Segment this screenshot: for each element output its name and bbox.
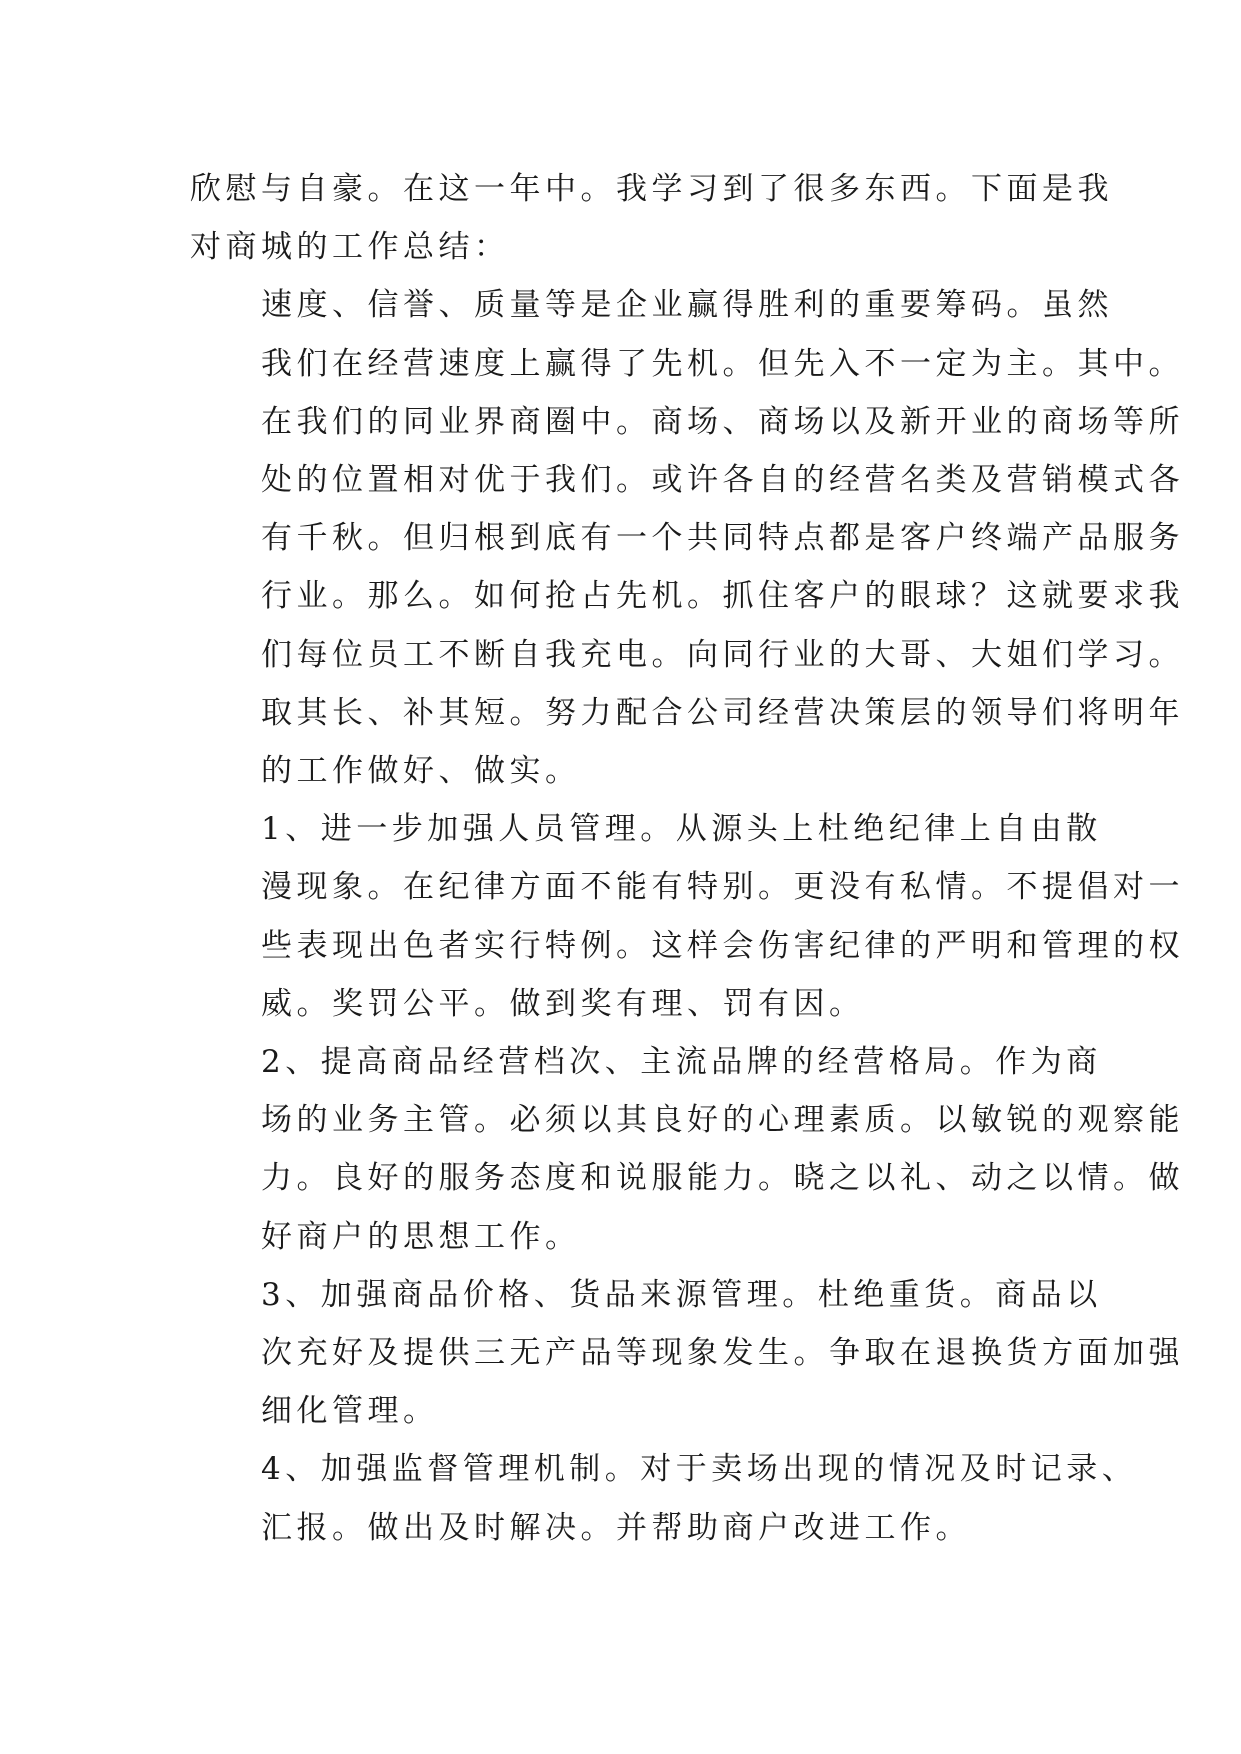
text-line: 在我们的同业界商圈中。商场、商场以及新开业的商场等所 bbox=[261, 403, 1184, 440]
text-line: 我们在经营速度上赢得了先机。但先入不一定为主。其中。 bbox=[261, 345, 1184, 382]
text-line: 对商城的工作总结： bbox=[190, 229, 510, 266]
text-line: 好商户的思想工作。 bbox=[261, 1218, 581, 1255]
text-line: 欣慰与自豪。在这一年中。我学习到了很多东西。下面是我 bbox=[190, 171, 1113, 207]
text-line: 次充好及提供三无产品等现象发生。争取在退换货方面加强 bbox=[261, 1335, 1184, 1372]
text-line: 些表现出色者实行特例。这样会伤害纪律的严明和管理的权 bbox=[261, 927, 1184, 964]
document-body bbox=[190, 160, 1184, 1557]
text-line: 2、提高商品经营档次、主流品牌的经营格局。作为商 bbox=[261, 1044, 1102, 1081]
text-line: 漫现象。在纪律方面不能有特别。更没有私情。不提倡对一 bbox=[261, 869, 1184, 906]
paragraph-item-1 bbox=[190, 800, 1184, 1033]
text-line: 汇报。做出及时解决。并帮助商户改进工作。 bbox=[261, 1509, 971, 1546]
text-line: 有千秋。但归根到底有一个共同特点都是客户终端产品服务 bbox=[261, 520, 1184, 557]
text-line: 细化管理。 bbox=[261, 1393, 439, 1430]
text-line: 4、加强监督管理机制。对于卖场出现的情况及时记录、 bbox=[261, 1451, 1138, 1488]
text-line: 行业。那么。如何抢占先机。抓住客户的眼球？这就要求我 bbox=[261, 578, 1184, 615]
paragraph-competition bbox=[190, 276, 1184, 800]
text-line: 速度、信誉、质量等是企业赢得胜利的重要筹码。虽然 bbox=[261, 287, 1113, 324]
text-line: 取其长、补其短。努力配合公司经营决策层的领导们将明年 bbox=[261, 694, 1184, 731]
text-line: 的工作做好、做实。 bbox=[261, 753, 581, 790]
text-line: 场的业务主管。必须以其良好的心理素质。以敏锐的观察能 bbox=[261, 1102, 1184, 1139]
text-line: 处的位置相对优于我们。或许各自的经营名类及营销模式各 bbox=[261, 462, 1184, 499]
text-line: 力。良好的服务态度和说服能力。晓之以礼、动之以情。做 bbox=[261, 1160, 1184, 1197]
text-line: 威。奖罚公平。做到奖有理、罚有因。 bbox=[261, 985, 865, 1022]
text-line: 1、进一步加强人员管理。从源头上杜绝纪律上自由散 bbox=[261, 811, 1102, 848]
paragraph-item-3 bbox=[190, 1266, 1184, 1441]
paragraph-item-2 bbox=[190, 1033, 1184, 1266]
paragraph-item-4 bbox=[190, 1440, 1138, 1556]
text-line: 3、加强商品价格、货品来源管理。杜绝重货。商品以 bbox=[261, 1276, 1102, 1313]
text-line: 们每位员工不断自我充电。向同行业的大哥、大姐们学习。 bbox=[261, 636, 1184, 673]
paragraph-intro bbox=[190, 160, 1113, 276]
